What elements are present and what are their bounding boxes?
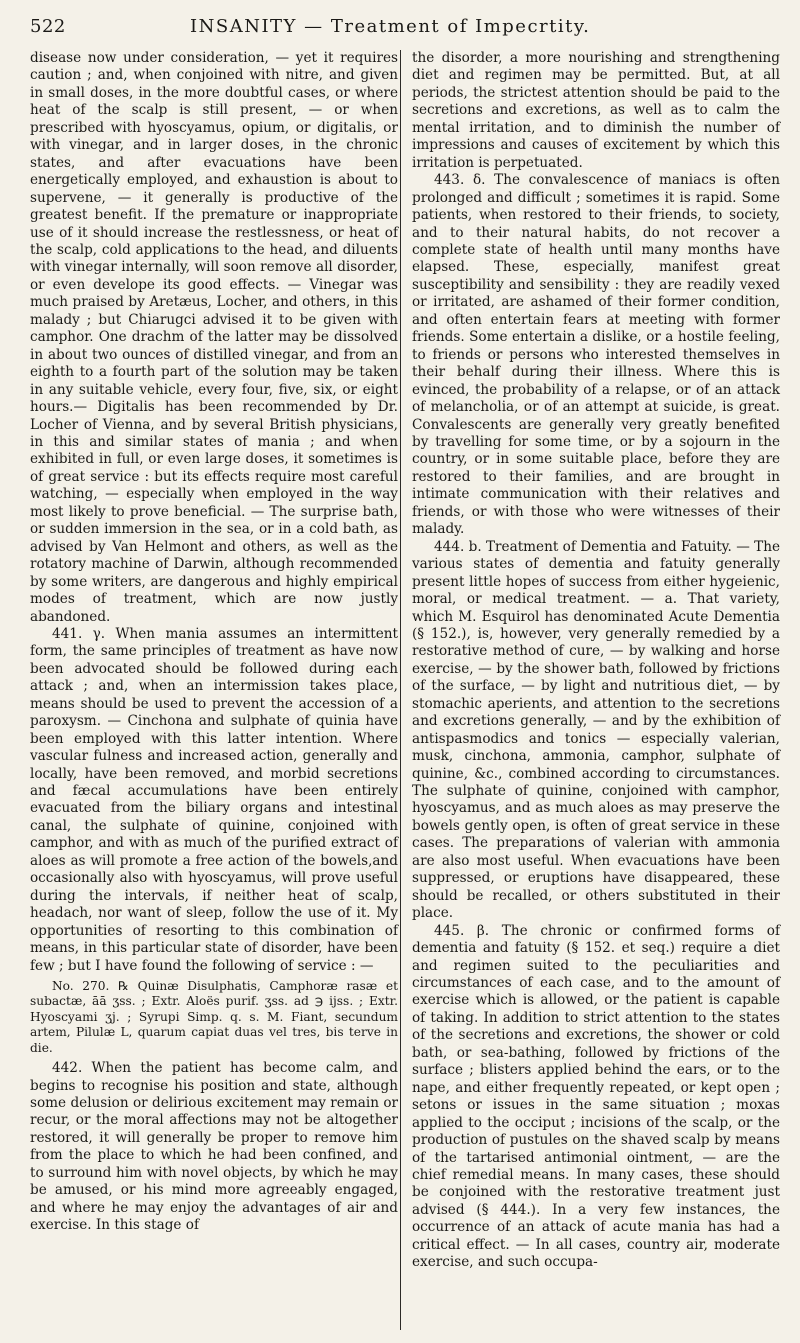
paragraph-445: 445. β. The chronic or confirmed forms of dementia and fatuity (§ 152. et seq.) require a diet and regimen suited to the peculiarities and circumstances of each case, and to the amount of exercise which is allowed, or the patient is capable of taking. In addition to strict attention to the states of the secretions and excretions, the shower or cold bath, or sea-bathing, followed by frictions of the surface ; blisters applied behind the ears, or to the nape, and either frequently repeated, or kept open ; setons or issues in the same situation ; moxas applied to the occiput ; incisions of the scalp, or the production of pustules on the shaved scalp by means of the tartarised antimonial ointment, — are the chief remedial means. In many cases, these should be conjoined with the restorative treatment just advised (§ 444.). In a very few instances, the occurrence of an attack of acute mania has had a critical effect. — In all cases, country air, moderate exercise, and such occupa- [412, 922, 780, 1271]
right-column [412, 50, 780, 1272]
left-column [30, 50, 398, 1235]
column-divider [400, 50, 401, 1330]
paragraph-continuation: disease now under consideration, — yet it requires caution ; and, when conjoined with nitre, and given in small doses, in the more doubtful cases, or where heat of the scalp is still present, — or when prescribed with hyoscyamus, opium, or digitalis, or with vinegar, and in larger doses, in the chronic states, and after evacuations have been energetically employed, and exhaustion is about to supervene, — it generally is productive of the greatest benefit. If the premature or inappropriate use of it should increase the restlessness, or heat of the scalp, cold applications to the head, and diluents with vinegar internally, will soon remove all disorder, or even develope its good effects. — Vinegar was much praised by Aretæus, Locher, and others, in this malady ; but Chiarugci advised it to be given with camphor. One drachm of the latter may be dissolved in about two ounces of distilled vinegar, and from an eighth to a fourth part of the solution may be taken in any suitable vehicle, every four, five, six, or eight hours.— Digitalis has been recommended by Dr. Locher of Vienna, and by several British physicians, in this and similar states of mania ; and when exhibited in full, or even large doses, it sometimes is of great service : but its effects require most careful watching, — especially when employed in the way most likely to prove beneficial. — The surprise bath, or sudden immersion in the sea, or in a cold bath, as advised by Van Helmont and others, as well as the rotatory machine of Darwin, although recommended by some writers, are dangerous and highly empirical modes of treatment, which are now justly abandoned. [30, 50, 398, 625]
prescription-270: No. 270. ℞ Quinæ Disulphatis, Camphoræ rasæ et subactæ, āā ʒss. ; Extr. Aloës purif. ʒss. ad ℈ ijss. ; Extr. Hyoscyami ʒj. ; Syrupi Simp. q. s. M. Fiant, secundum artem, Pilulæ L, quarum capiat duas vel tres, bis terve in die. [30, 979, 398, 1055]
paragraph-442-continued: the disorder, a more nourishing and strengthening diet and regimen may be permitted. But, at all periods, the strictest attention should be paid to the secretions and excretions, as well as to calm the mental irritation, and to diminish the number of impressions and causes of excitement by which this irritation is perpetuated. [412, 50, 780, 171]
running-title: INSANITY — Treatment of Impecrtity. [190, 16, 591, 37]
paragraph-441: 441. γ. When mania assumes an intermittent form, the same principles of treatment as have now been advocated should be followed during each attack ; and, when an intermission takes place, means should be used to prevent the accession of a paroxysm. — Cinchona and sulphate of quinia have been employed with this latter intention. Where vascular fulness and increased action, generally and locally, have been removed, and morbid secretions and fæcal accumulations have been entirely evacuated from the biliary organs and intestinal canal, the sulphate of quinine, conjoined with camphor, and with as much of the purified extract of aloes as will promote a free action of the bowels,and occasionally also with hyoscyamus, will prove useful during the intervals, if neither heat of scalp, headach, nor want of sleep, follow the use of it. My opportunities of resorting to this combination of means, in this particular state of disorder, have been few ; but I have found the following of service : — [30, 625, 398, 974]
paragraph-442: 442. When the patient has become calm, and begins to recognise his position and state, although some delusion or delirious excitement may remain or recur, or the moral affections may not be altogether restored, it will generally be proper to remove him from the place to which he had been confined, and to surround him with novel objects, by which he may be amused, or his mind more agreeably engaged, and where he may enjoy the advantages of air and exercise. In this stage of [30, 1060, 398, 1234]
paragraph-444: 444. b. Treatment of Dementia and Fatuity. — The various states of dementia and fatuity generally present little hopes of success from either hygeienic, moral, or medical treatment. — a. That variety, which M. Esquirol has denominated Acute Dementia (§ 152.), is, however, very generally remedied by a restorative method of cure, — by walking and horse exercise, — by the shower bath, followed by frictions of the surface, — by light and nutritious diet, — by stomachic aperients, and attention to the secretions and excretions generally, — and by the exhibition of antispasmodics and tonics — especially valerian, musk, cinchona, ammonia, camphor, sulphate of quinine, &c., combined according to circumstances. The sulphate of quinine, conjoined with camphor, hyoscyamus, and as much aloes as may preserve the bowels gently open, is often of great service in these cases. The preparations of valerian with ammonia are also most useful. When evacuations have been suppressed, or eruptions have disappeared, these should be recalled, or others substituted in their place. [412, 538, 780, 922]
page-number: 522 [30, 16, 66, 37]
running-header [30, 16, 790, 42]
paragraph-443: 443. δ. The convalescence of maniacs is often prolonged and difficult ; sometimes it is rapid. Some patients, when restored to their friends, to society, and to their natural habits, do not recover a complete state of health until many months have elapsed. These, especially, manifest great susceptibility and sensibility : they are readily vexed or irritated, are ashamed of their former condition, and often entertain fears at meeting with former friends. Some entertain a dislike, or a hostile feeling, to friends or persons who interested themselves in their behalf during their illness. Where this is evinced, the probability of a relapse, or of an attack of melancholia, or of an attempt at suicide, is great. Convalescents are generally very greatly benefited by travelling for some time, or by a sojourn in the country, or in some suitable place, before they are restored to their families, and are brought in intimate communication with their relatives and friends, or with those who were witnesses of their malady. [412, 172, 780, 538]
